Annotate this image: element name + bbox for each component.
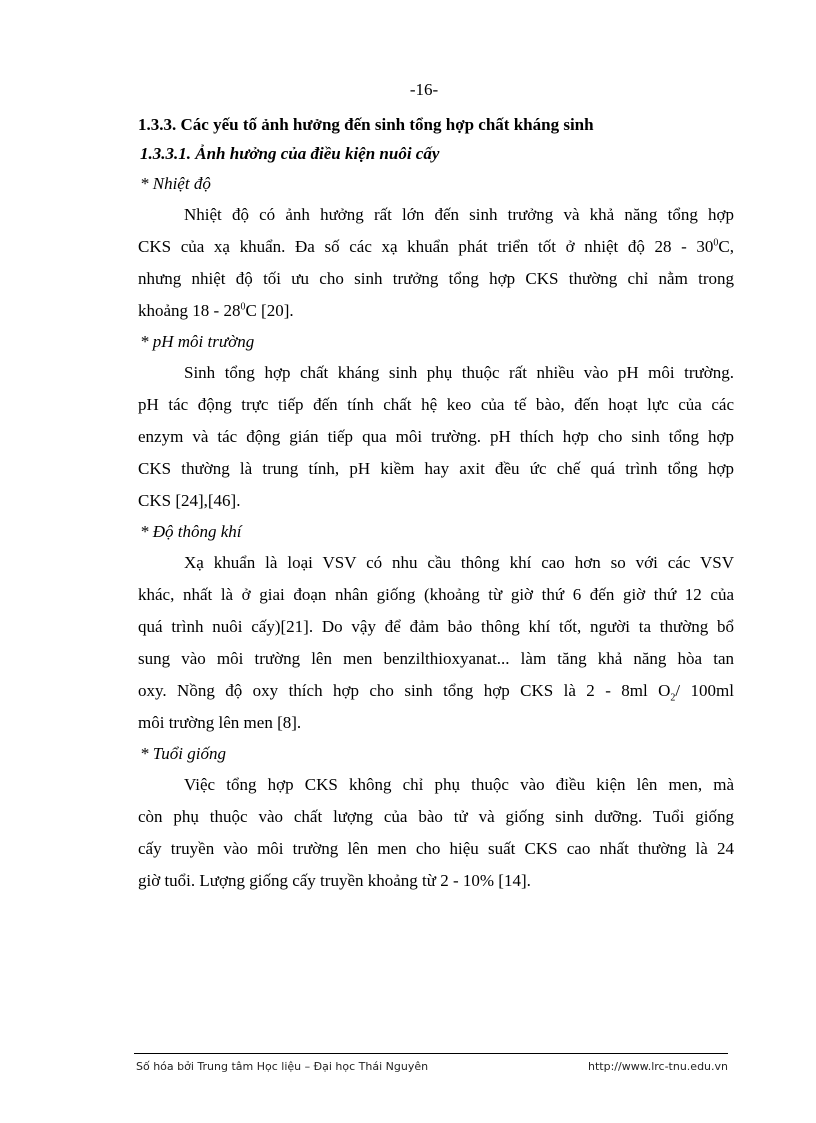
temperature-title: * Nhiệt độ — [140, 174, 211, 193]
footer — [136, 1060, 728, 1073]
temperature-paragraph: Nhiệt độ có ảnh hưởng rất lớn đến sinh trưởng và khả năng tổng hợp CKS của xạ khuẩn. Đa số các xạ khuẩn phát triển tốt ở nhiệt độ $28 - 30^0C$, nhưng nhiệt độ tối ưu cho sinh trưởng tổng hợp CKS thường chỉ nằm trong khoảng $18 - 28^0C$ [20]. — [138, 205, 734, 320]
age-title: * Tuổi giống — [140, 744, 226, 763]
age-paragraph: Việc tổng hợp CKS không chỉ phụ thuộc vào điều kiện lên men, mà còn phụ thuộc vào chất lượng của bào tử và giống sinh dưỡng. Tuổi giống cấy truyền vào môi trường lên men cho hiệu suất CKS cao nhất thường là 24 giờ tuổi. Lượng giống cấy truyền khoảng từ 2 - 10% [14]. — [138, 775, 734, 890]
footer-divider — [134, 1053, 728, 1054]
ph-paragraph: Sinh tổng hợp chất kháng sinh phụ thuộc rất nhiều vào pH môi trường. pH tác động trực tiếp đến tính chất hệ keo của tế bào, đến hoạt lực của các enzym và tác động gián tiếp qua môi trường. pH thích hợp cho sinh tổng hợp CKS thường là trung tính, pH kiềm hay axit đều ức chế quá trình tổng hợp CKS [24],[46]. — [138, 363, 734, 510]
subsection-heading: 1.3.3.1. Ảnh hưởng của điều kiện nuôi cấy — [140, 144, 440, 163]
ph-title: * pH môi trường — [140, 332, 255, 351]
footer-url[interactable]: http://www.lrc-tnu.edu.vn — [588, 1060, 728, 1073]
footer-source: Số hóa bởi Trung tâm Học liệu – Đại học Thái Nguyên — [136, 1060, 429, 1073]
aeration-paragraph: Xạ khuẩn là loại VSV có nhu cầu thông khí cao hơn so với các VSV khác, nhất là ở giai đoạn nhân giống (khoảng từ giờ thứ 6 đến giờ thứ 12 của quá trình nuôi cấy)[21]. Do vậy để đảm bảo thông khí tốt, người ta thường bổ sung vào môi trường lên men benzilthioxyanat... làm tăng khả năng hòa tan oxy. Nồng độ oxy thích hợp cho sinh tổng hợp CKS là 2 - 8ml $O_2/$ 100ml môi trường lên men [8]. — [138, 553, 734, 732]
document-body — [138, 111, 734, 897]
section-heading: 1.3.3. Các yếu tố ảnh hưởng đến sinh tổng hợp chất kháng sinh — [138, 115, 594, 134]
aeration-title: * Độ thông khí — [140, 522, 242, 541]
page-number: -16- — [409, 80, 439, 99]
